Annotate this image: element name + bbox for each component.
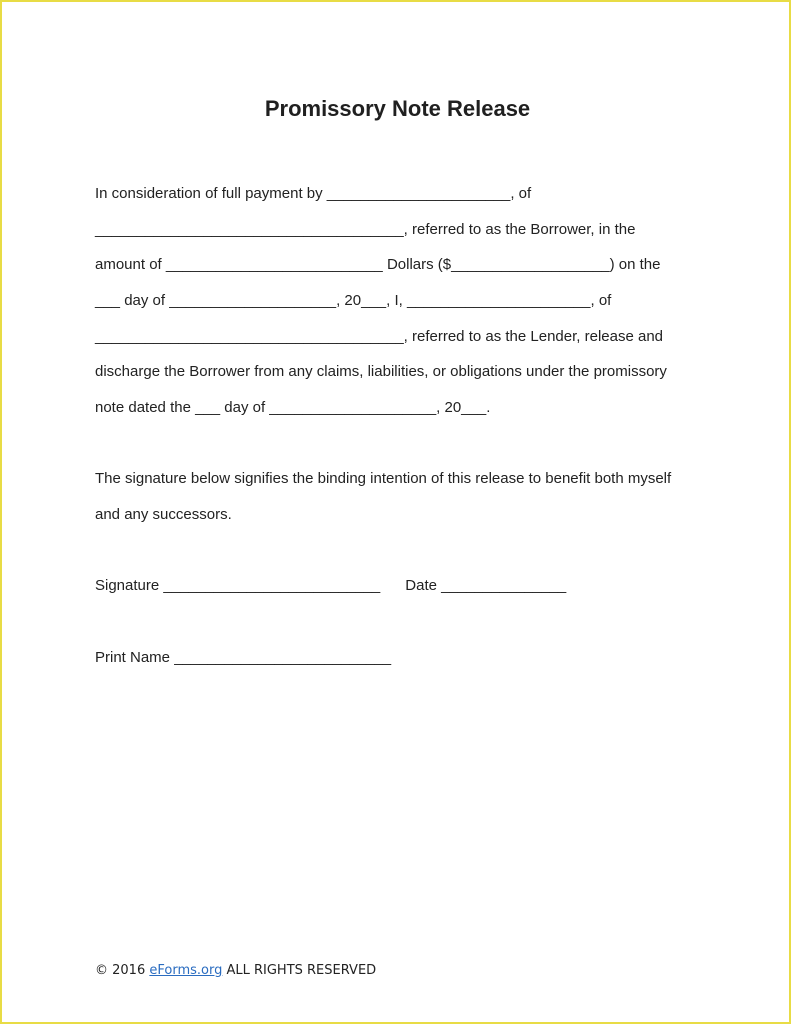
body-line: _____________________________________, referred to as the Borrower, in the [95, 221, 636, 238]
signature-date-line: Signature __________________________ Date _______________ [95, 577, 567, 594]
body-line: ___ day of ____________________, 20___, I, ______________________, of [95, 292, 612, 309]
copyright-suffix: ALL RIGHTS RESERVED [222, 963, 377, 978]
copyright-footer [95, 962, 376, 980]
eforms-link[interactable]: eForms.org [149, 963, 223, 978]
body-line: _____________________________________, referred to as the Lender, release and [95, 328, 664, 345]
body-line: amount of __________________________ Dollars ($___________________) on the [95, 256, 661, 273]
print-name-line: Print Name __________________________ [95, 649, 392, 666]
signature-paragraph-line: The signature below signifies the binding intention of this release to benefit both myself [95, 470, 672, 487]
copyright-prefix: © 2016 [95, 963, 150, 978]
signature-paragraph-line: and any successors. [95, 506, 232, 523]
document-title: Promissory Note Release [264, 96, 531, 121]
body-line: discharge the Borrower from any claims, liabilities, or obligations under the promissory [95, 363, 667, 380]
body-line: In consideration of full payment by ______________________, of [95, 185, 532, 202]
body-line: note dated the ___ day of ____________________, 20___. [95, 399, 491, 416]
